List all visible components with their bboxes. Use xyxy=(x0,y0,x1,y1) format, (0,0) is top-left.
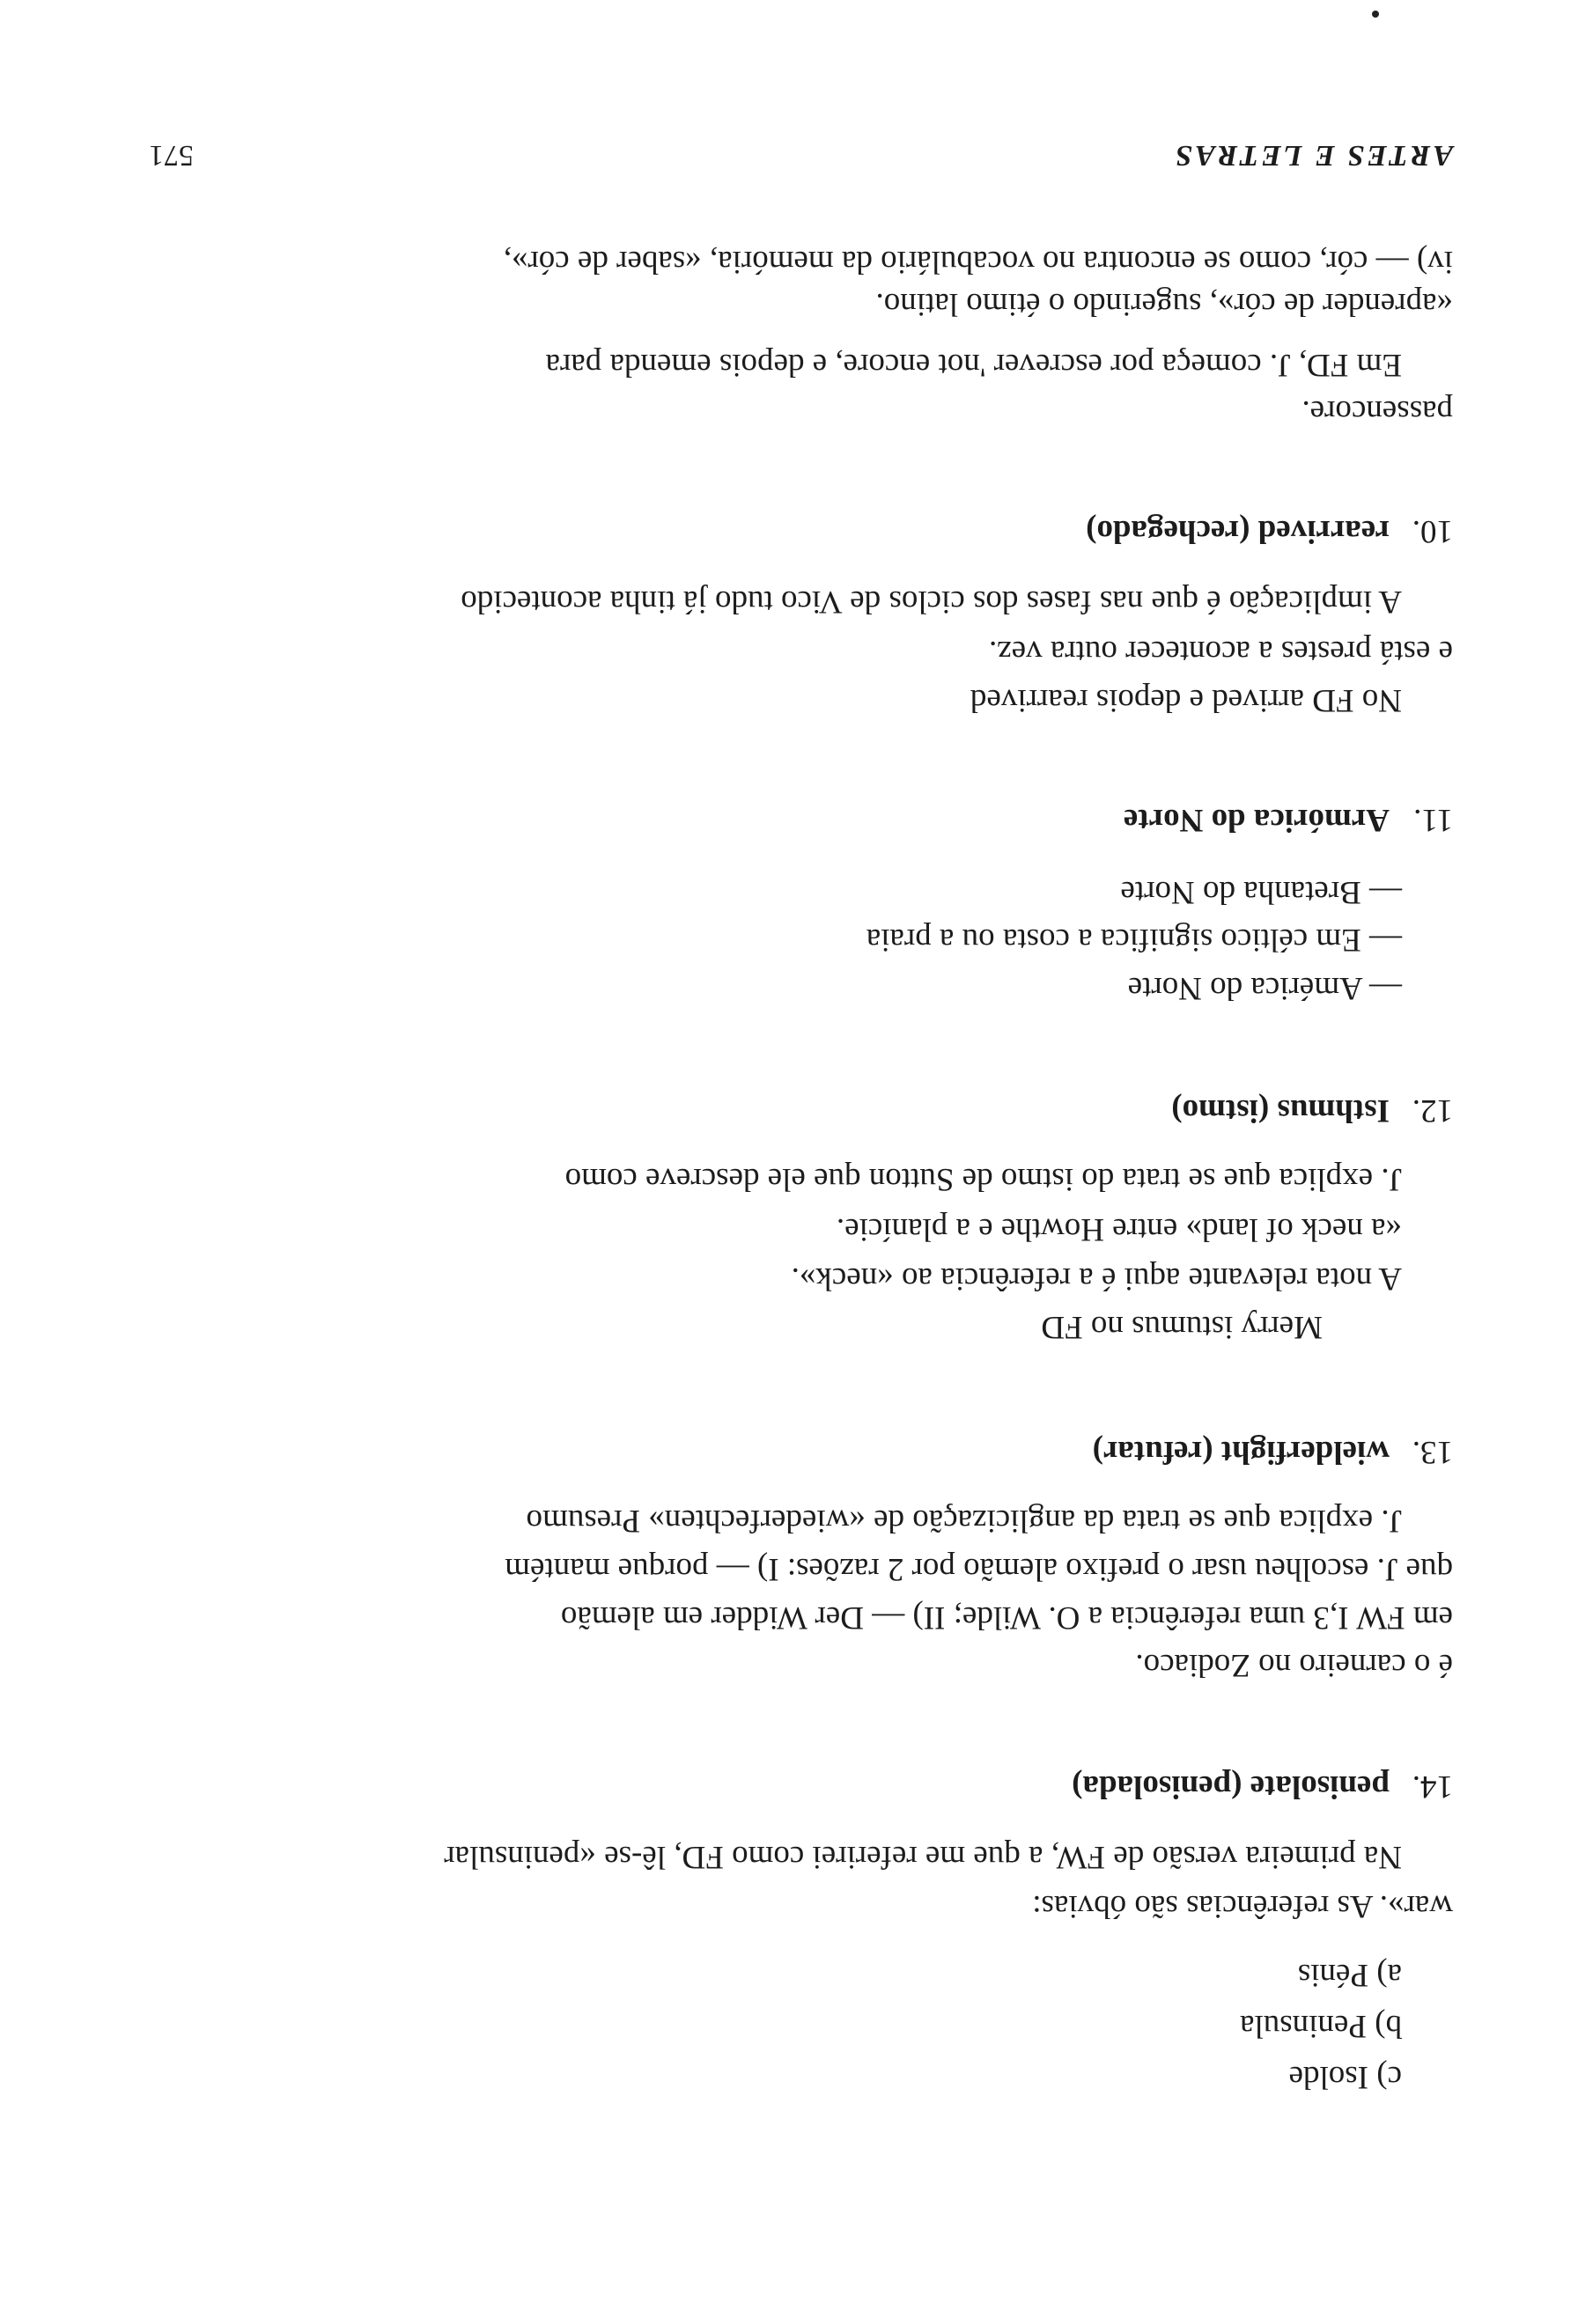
entry-line: — Bretanha do Norte xyxy=(1120,874,1402,910)
intro-line: Em FD, J. começa por escrever 'not encore, e depois emenda para xyxy=(545,347,1402,383)
list-item: a) Pénis xyxy=(1297,1957,1402,1993)
list-item: b) Peninsula xyxy=(1240,2008,1402,2044)
entry-term: penisolate (penisolada) xyxy=(1072,1769,1390,1805)
entry-term: rearrived (rechegado) xyxy=(1086,513,1390,549)
entry-line: que J. escolheu usar o prefixo alemão por 2 razões: I) — porque mantém xyxy=(505,1551,1453,1587)
entry-number: 13. xyxy=(1412,1434,1453,1470)
entry-line: em FW I,3 uma referência a O. Wilde; II) — Der Widder em alemão xyxy=(560,1600,1453,1636)
entry-number: 11. xyxy=(1413,802,1453,838)
entry-line: «a neck of land» entre Howthe e a planície. xyxy=(836,1211,1402,1247)
entry-line: J. explica que se trata do istmo de Sutton que ele descreve como xyxy=(564,1161,1402,1197)
entry-line: A nota relevante aqui é a referência ao «neck». xyxy=(791,1261,1402,1297)
entry-number: 12. xyxy=(1412,1092,1453,1129)
entry-term: wielderfight (refutar) xyxy=(1092,1434,1390,1470)
entry-line: No FD arrived e depois rearrived xyxy=(970,682,1402,718)
entry-heading-10 xyxy=(1086,511,1453,551)
entry-line: é o carneiro no Zodiaco. xyxy=(1135,1647,1453,1683)
running-header-title: ARTES E LETRAS xyxy=(1173,139,1453,172)
entry-heading-12 xyxy=(1171,1090,1453,1130)
entry-heading-13 xyxy=(1093,1431,1453,1472)
entry-line: Na primeira versão de FW, a que me referirei como FD, lê-se «peninsular xyxy=(444,1839,1402,1875)
intro-line: «aprender de cór», sugerindo o étimo latino. xyxy=(875,286,1453,322)
intro-line: passencore. xyxy=(1301,393,1453,430)
entry-term: Isthmus (istmo) xyxy=(1171,1092,1390,1129)
entry-line: Merry istumus no FD xyxy=(1041,1309,1323,1345)
entry-line: e está prestes a acontecer outra vez. xyxy=(989,634,1453,670)
page-number: 571 xyxy=(149,139,194,172)
entry-line: — América do Norte xyxy=(1127,970,1402,1006)
ink-speck xyxy=(1372,11,1379,18)
list-item: c) Isolde xyxy=(1288,2059,1402,2095)
entry-heading-11 xyxy=(1124,799,1453,840)
entry-line: — Em céltico significa a costa ou a praia xyxy=(866,922,1402,958)
entry-line: A implicação é que nas fases dos ciclos de Vico tudo já tinha acontecido xyxy=(461,584,1402,620)
intro-line: iv) — cór, como se encontra no vocabulário da memória, «saber de cór», xyxy=(503,244,1453,280)
entry-number: 14. xyxy=(1412,1769,1453,1805)
entry-term: Armórica do Norte xyxy=(1123,802,1390,838)
entry-heading-14 xyxy=(1072,1766,1453,1806)
entry-line: war». As referências são óbvias: xyxy=(1032,1888,1453,1924)
entry-line: J. explica que se trata da anglicização de «wiederfechten» Presumo xyxy=(526,1503,1402,1539)
entry-number: 10. xyxy=(1412,513,1453,549)
